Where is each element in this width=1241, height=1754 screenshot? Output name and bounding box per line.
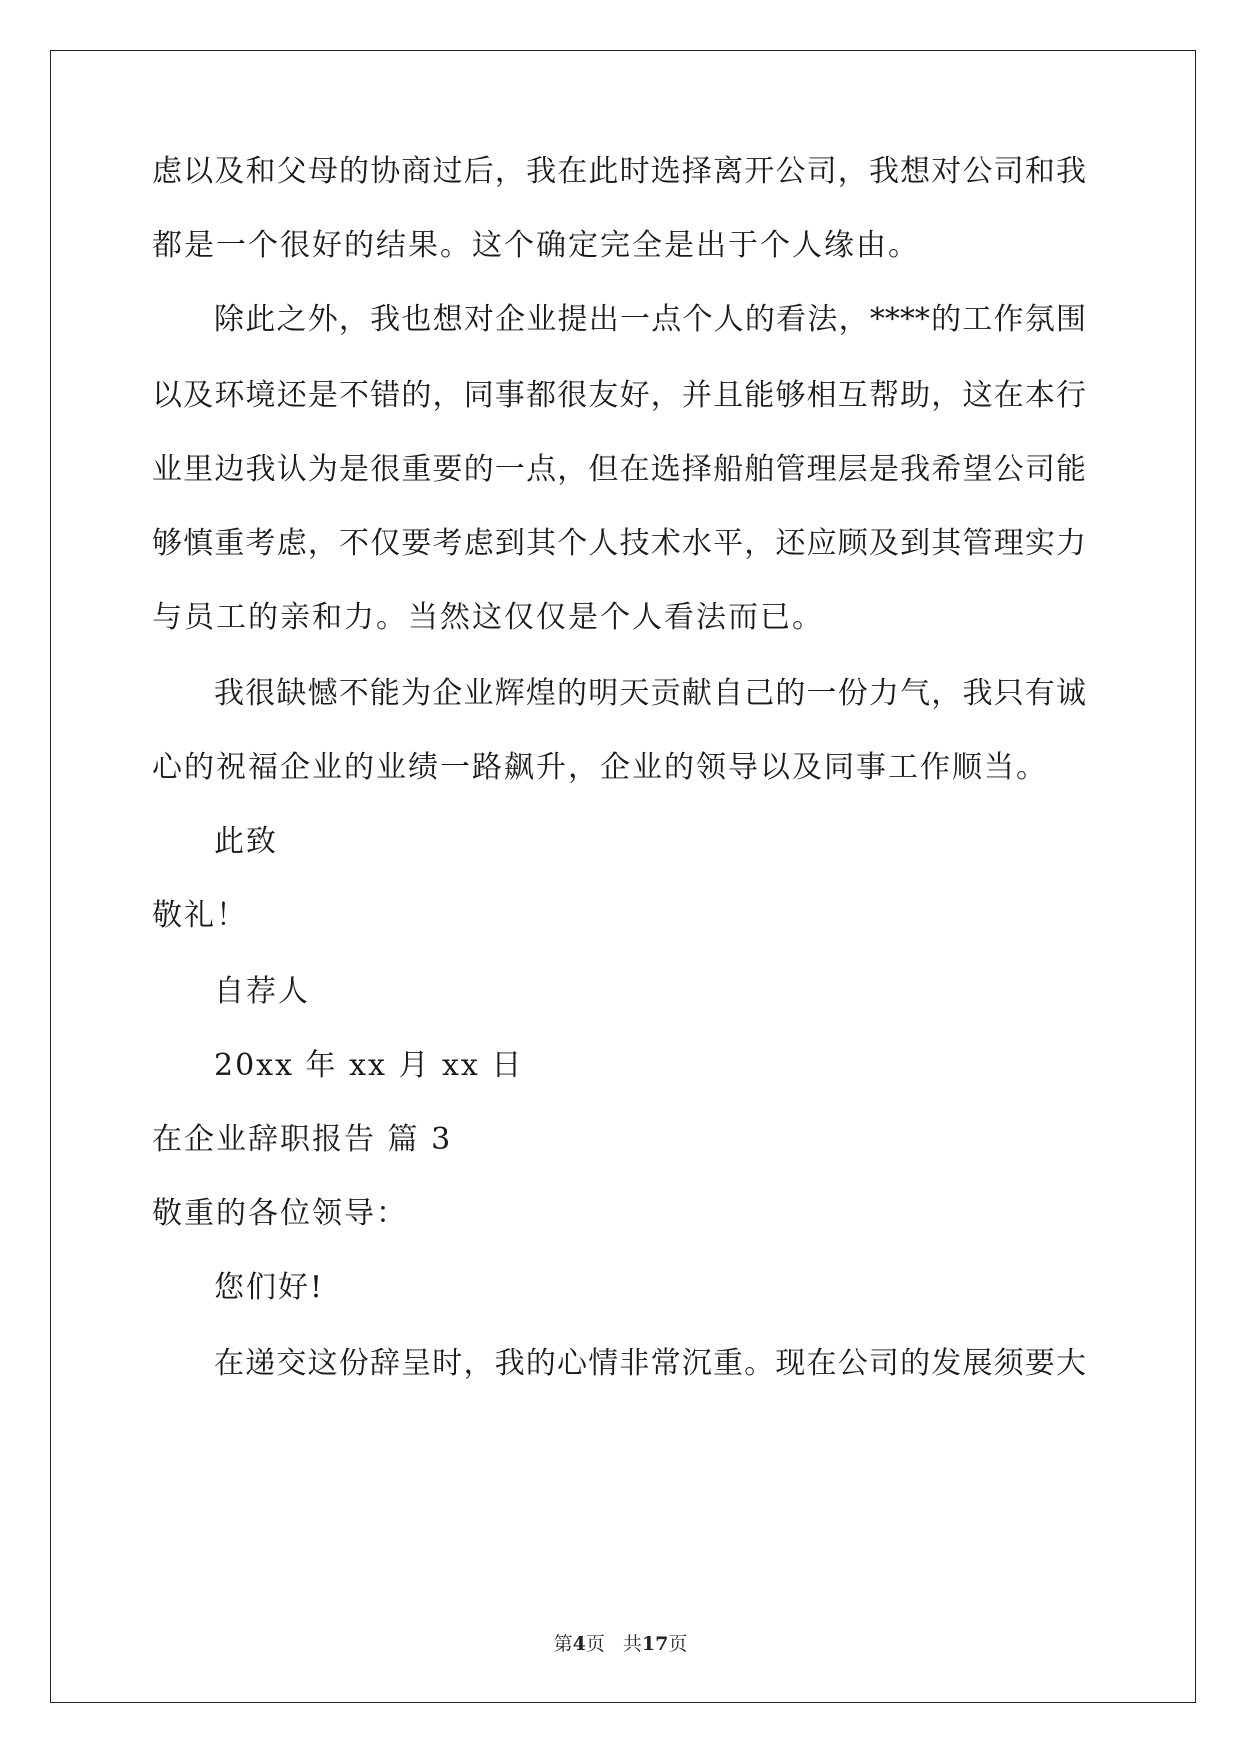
footer-page-suffix: 页 xyxy=(585,1633,605,1655)
footer-total-suffix: 页 xyxy=(668,1633,688,1655)
footer-page-number: 4 xyxy=(572,1633,586,1655)
greeting: 您们好! xyxy=(214,1270,325,1305)
page-footer xyxy=(0,1632,1241,1656)
closing-regards: 敬礼！ xyxy=(152,898,248,933)
closing-salutation: 此致 xyxy=(214,824,278,859)
date-line: 20xx 年 xx 月 xx 日 xyxy=(214,1048,524,1083)
section-heading: 在企业辞职报告 篇 3 xyxy=(152,1122,453,1157)
footer-total-prefix: 共 xyxy=(622,1633,642,1655)
text-line: 心的祝福企业的业绩一路飙升，企业的领导以及同事工作顺当。 xyxy=(152,750,1048,785)
text-line: 除此之外，我也想对企业提出一点个人的看法，****的工作氛围 xyxy=(214,302,1086,337)
signature-label: 自荐人 xyxy=(214,974,310,1009)
text-line: 虑以及和父母的协商过后，我在此时选择离开公司，我想对公司和我 xyxy=(152,154,1086,189)
text-line: 在递交这份辞呈时，我的心情非常沉重。现在公司的发展须要大 xyxy=(214,1346,1086,1381)
text-line: 我很缺憾不能为企业辉煌的明天贡献自己的一份力气，我只有诚 xyxy=(214,676,1086,711)
text-line: 与员工的亲和力。当然这仅仅是个人看法而已。 xyxy=(152,600,824,635)
page-border xyxy=(50,50,1196,1703)
text-line: 够慎重考虑，不仅要考虑到其个人技术水平，还应顾及到其管理实力 xyxy=(152,526,1086,561)
text-line: 都是一个很好的结果。这个确定完全是出于个人缘由。 xyxy=(152,228,920,263)
text-line: 业里边我认为是很重要的一点，但在选择船舶管理层是我希望公司能 xyxy=(152,452,1086,487)
text-line: 以及环境还是不错的，同事都很友好，并且能够相互帮助，这在本行 xyxy=(152,378,1086,413)
footer-total-pages: 17 xyxy=(641,1633,669,1655)
greeting-addressee: 敬重的各位领导： xyxy=(152,1196,408,1231)
footer-page-prefix: 第 xyxy=(553,1633,573,1655)
